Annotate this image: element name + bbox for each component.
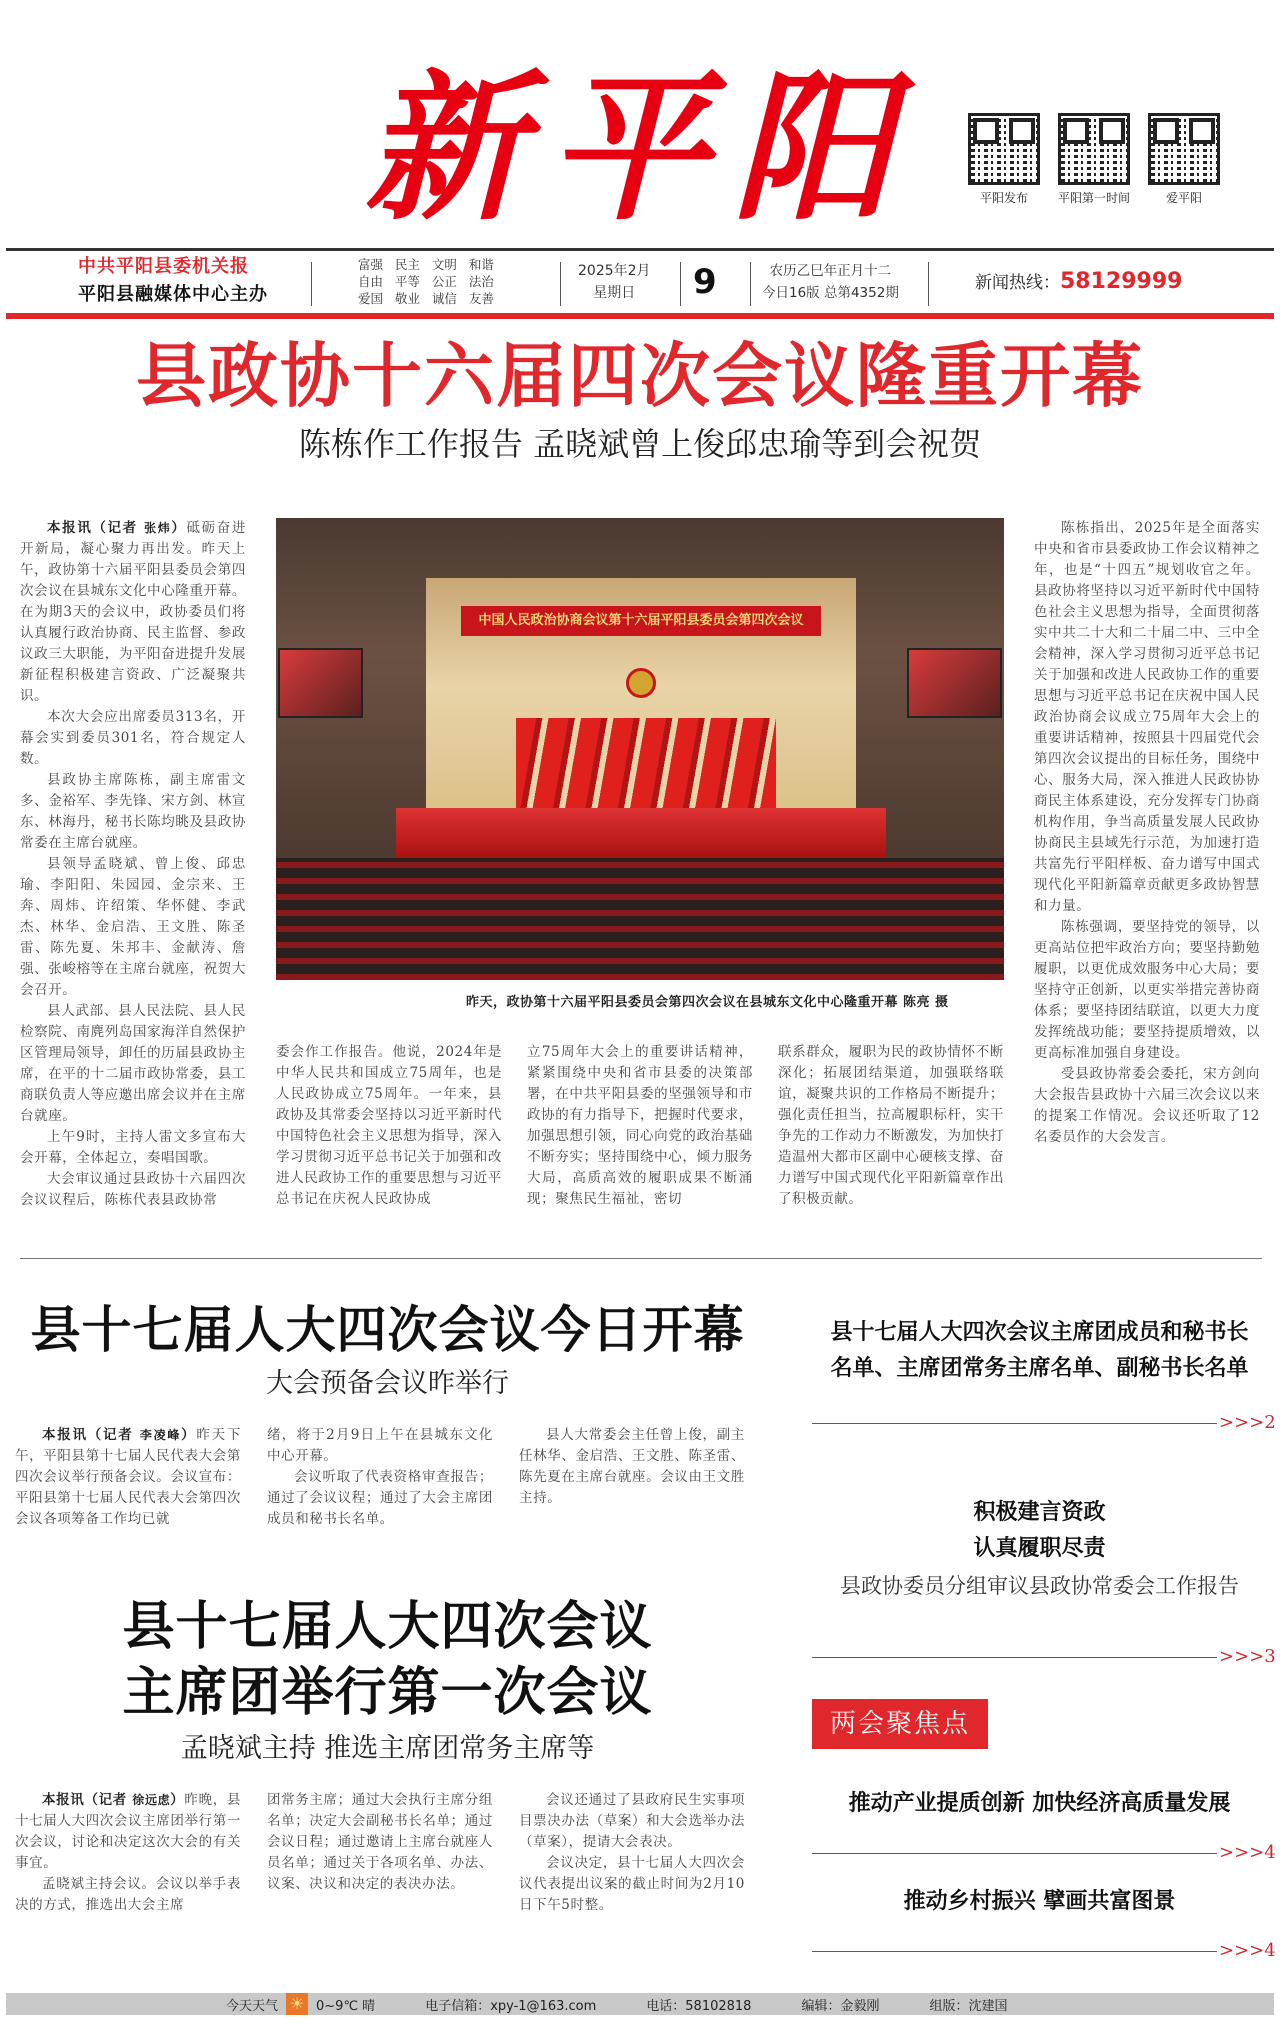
qr-label: 平阳发布 xyxy=(979,191,1028,205)
sidebar-title: 名单、主席团常务主席名单、副秘书长名单 xyxy=(830,1356,1249,1381)
value: 爱国 xyxy=(358,291,384,306)
story2-col3 xyxy=(519,1425,745,1530)
ref-line xyxy=(812,1657,1217,1658)
value: 公正 xyxy=(431,274,457,289)
publisher-info xyxy=(78,256,268,310)
paragraph: 委会作工作报告。他说，2024年是中华人民共和国成立75周年，也是人民政协成立75周年。一年来，县政协及其常委会坚持以习近平新时代中国特色社会主义思想为指导，深入学习贯彻习近平总书记关于加强和改进人民政协工作的重要思想与习近平总书记在庆祝人民政协成 xyxy=(276,1044,502,1207)
value: 和谐 xyxy=(468,257,494,272)
value: 法治 xyxy=(468,274,494,289)
story3-headline-line1[interactable]: 县十七届人大四次会议 xyxy=(122,1597,653,1657)
ref-line xyxy=(812,1853,1217,1854)
lead-left-column xyxy=(20,518,246,1211)
value: 文明 xyxy=(431,257,457,272)
separator xyxy=(928,262,929,306)
story3-body xyxy=(15,1790,760,1916)
paragraph: 大会审议通过县政协十六届四次会议议程后，陈栋代表县政协常 xyxy=(20,1171,246,1208)
page-ref-link[interactable]: >>>2 xyxy=(1219,1412,1276,1433)
value: 平等 xyxy=(394,274,420,289)
edition-info xyxy=(762,256,899,310)
byline: 本报讯（记者 xyxy=(42,1792,133,1808)
story3-col2 xyxy=(267,1790,493,1916)
ref-line xyxy=(812,1951,1217,1952)
story2-subheadline: 大会预备会议昨举行 xyxy=(266,1368,509,1399)
value: 民主 xyxy=(394,257,420,272)
reporter: 徐远虑 xyxy=(132,1793,171,1807)
editor: 编辑：金毅刚 xyxy=(801,1998,880,2014)
paragraph: 团常务主席；通过大会执行主席分组名单；决定大会副秘书长名单；通过会议日程；通过邀请上主席台就座人员名单；通过关于各项名单、办法、议案、决议和决定的表决办法。 xyxy=(267,1792,493,1892)
sidebar-title: 积极建言资政 xyxy=(973,1500,1106,1525)
qr-code-icon xyxy=(1058,113,1130,185)
lead-continued-col2 xyxy=(527,1042,753,1210)
paragraph: 砥砺奋进开新局，凝心聚力再出发。昨天上午，政协第十六届平阳县委员会第四次会议在县城东文化中心隆重开幕。在为期3天的会议中，政协委员们将认真履行政治协商、民主监督、参政议政三大职能，为平阳奋进提升发展新征程积极建言资政、广泛凝聚共识。 xyxy=(20,520,247,704)
phone: 电话：58102818 xyxy=(646,1998,752,2014)
ref-line xyxy=(812,1423,1217,1424)
rostrum xyxy=(396,808,886,858)
sidebar xyxy=(812,1259,1276,1963)
byline: 本报讯（记者 xyxy=(42,1427,140,1443)
ref-row xyxy=(812,1939,1276,1963)
sidebar-item-presidium-list[interactable] xyxy=(812,1315,1267,1387)
byline: 本报讯（记者 xyxy=(47,520,145,536)
paragraph: 受县政协常委会委托，宋方剑向大会报告县政协十六届三次会议以来的提案工作情况。会议还听取了12名委员作的大会发言。 xyxy=(1034,1066,1260,1145)
core-values xyxy=(358,256,494,310)
paragraph: 陈栋指出，2025年是全面落实中央和省市县委政协工作会议精神之年，也是“十四五”规划收官之年。县政协将坚持以习近平新时代中国特色社会主义思想为指导，全面贯彻落实中共二十大和二十届二中、三中全会精神，深入学习贯彻习近平总书记关于加强和改进人民政协工作的重要思想与习近平总书记在庆祝中国人民政治协商会议成立75周年大会上的重要讲话精神，按照县十四届党代会第四次会议提出的目标任务，围绕中心、服务大局，深入推进人民政协协商民主体系建设，充分发挥专门协商机构作用，争当高质量发展人民政协协商民主县域先行示范，为加速打造共富先行平阳样板、奋力谱写中国式现代化平阳新篇章贡献更多政协智慧和力量。 xyxy=(1034,520,1260,914)
ref-row xyxy=(812,1645,1276,1669)
edition: 今日16版 总第4352期 xyxy=(762,285,899,301)
qr-code-pingyang-release[interactable] xyxy=(968,113,1040,206)
page-ref-link[interactable]: >>>4 xyxy=(1219,1842,1276,1863)
layout-editor: 组版：沈建国 xyxy=(929,1998,1008,2014)
sidebar-title: 认真履职尽责 xyxy=(973,1536,1106,1561)
flags xyxy=(516,718,776,808)
footer-bar xyxy=(6,1993,1274,2015)
lead-continued-col3 xyxy=(778,1042,1004,1210)
paragraph: 上午9时，主持人雷文多宣布大会开幕，全体起立，奏唱国歌。 xyxy=(20,1129,246,1166)
value: 敬业 xyxy=(394,291,420,306)
qr-code-love-pingyang[interactable] xyxy=(1148,113,1220,206)
sidebar-item-industry[interactable]: 推动产业提质创新 加快经济高质量发展 xyxy=(848,1791,1231,1816)
lead-middle xyxy=(276,518,1004,1210)
sidebar-subtitle: 县政协委员分组审议县政协常委会工作报告 xyxy=(840,1574,1239,1598)
story2-headline[interactable]: 县十七届人大四次会议今日开幕 xyxy=(30,1301,745,1359)
separator xyxy=(750,262,751,306)
hotline xyxy=(975,268,1182,297)
reporter: 张炜 xyxy=(144,521,172,535)
weather: 0~9℃ 晴 xyxy=(316,1998,376,2014)
story2-col1 xyxy=(15,1425,241,1530)
masthead-logo: 新平阳 xyxy=(363,54,916,230)
paragraph: 立75周年大会上的重要讲话精神，紧紧围绕中央和省市县委的决策部署，在中共平阳县委的坚强领导和市政协的有力指导下，把握时代要求，加强思想引领，同心向党的政治基础不断夯实；坚持围绕中心，倾力服务大局，高质高效的履职成果不断涌现；聚焦民生福祉，密切 xyxy=(527,1044,753,1207)
byline: ） xyxy=(171,520,187,536)
lunar-date: 农历乙巳年正月十二 xyxy=(769,263,892,279)
day-number: 9 xyxy=(693,262,717,302)
screen-right xyxy=(907,648,1002,718)
tag-wrap xyxy=(812,1699,1267,1749)
screen-left xyxy=(278,648,363,718)
date-block xyxy=(578,256,651,310)
qr-code-icon xyxy=(1148,113,1220,185)
org-line1: 中共平阳县委机关报 xyxy=(78,256,249,277)
paragraph: 县人武部、县人民法院、县人民检察院、南麂列岛国家海洋自然保护区管理局领导，卸任的历届县政协主席，在平的十二届市政协常委，县工商联负责人等应邀出席会议并在主席台就座。 xyxy=(20,1003,246,1124)
emblem-icon xyxy=(626,668,656,698)
value: 富强 xyxy=(358,257,384,272)
ref-row xyxy=(812,1411,1276,1435)
stage-banner: 中国人民政治协商会议第十六届平阳县委员会第四次会议 xyxy=(461,606,821,636)
qr-code-pingyang-first[interactable] xyxy=(1058,113,1130,206)
lead-continued-col1 xyxy=(276,1042,502,1210)
photo-caption: 昨天，政协第十六届平阳县委员会第四次会议在县城东文化中心隆重开幕 陈亮 摄 xyxy=(466,995,949,1010)
lead-headline[interactable]: 县政协十六届四次会议隆重开幕 xyxy=(136,335,1144,417)
value: 诚信 xyxy=(431,291,457,306)
qr-label: 平阳第一时间 xyxy=(1058,191,1131,205)
lower-stories xyxy=(15,1259,760,1916)
paragraph: 本次大会应出席委员313名，开幕会实到委员301名，符合规定人数。 xyxy=(20,709,246,767)
qr-label: 爱平阳 xyxy=(1166,191,1203,205)
org-line2: 平阳县融媒体中心主办 xyxy=(78,284,268,305)
qr-code-icon xyxy=(968,113,1040,185)
date: 2025年2月 xyxy=(578,263,651,279)
weekday: 星期日 xyxy=(593,285,636,301)
lead-story-body xyxy=(0,518,1280,1218)
sidebar-item-cppcc-review[interactable] xyxy=(812,1495,1267,1601)
separator xyxy=(560,262,561,306)
paragraph: 昨天下午，平阳县第十七届人民代表大会第四次会议举行预备会议。会议宣布：平阳县第十七届人民代表大会第四次会议各项筹备工作均已就 xyxy=(15,1427,241,1527)
separator xyxy=(680,262,681,306)
audience xyxy=(276,858,1004,980)
paragraph: 联系群众，履职为民的政协情怀不断深化；拓展团结渠道，加强联络联谊，凝聚共识的工作格局不断提升；强化责任担当，拉高履职标杆，实干争先的工作动力不断激发，为加快打造温州大都市区副中心硬核支撑、奋力谱写中国式现代化平阳新篇章作出了积极贡献。 xyxy=(778,1044,1004,1207)
story2-body xyxy=(15,1425,760,1530)
page-ref-link[interactable]: >>>3 xyxy=(1219,1646,1276,1667)
sidebar-item-rural[interactable]: 推动乡村振兴 擘画共富图景 xyxy=(903,1889,1176,1914)
value: 友善 xyxy=(468,291,494,306)
separator xyxy=(311,262,312,306)
lead-continued xyxy=(276,1042,1004,1210)
story3-col1 xyxy=(15,1790,241,1916)
paragraph: 绪，将于2月9日上午在县城东文化中心开幕。 xyxy=(267,1427,493,1464)
qr-codes xyxy=(968,113,1220,206)
story3-col3 xyxy=(519,1790,745,1916)
paragraph: 县政协主席陈栋，副主席雷文多、金裕军、李先锋、宋方剑、林宣东、林海丹，秘书长陈均眺及县政协常委在主席台就座。 xyxy=(20,772,246,851)
story3-headline-line2[interactable]: 主席团举行第一次会议 xyxy=(122,1663,653,1723)
lead-subheadline: 陈栋作工作报告 孟晓斌曾上俊邱忠瑜等到会祝贺 xyxy=(298,425,982,463)
paragraph: 县人大常委会主任曾上俊，副主任林华、金启浩、王文胜、陈圣雷、陈先夏在主席台就座。会议由王文胜主持。 xyxy=(519,1427,745,1506)
email[interactable]: 电子信箱：xpy-1@163.com xyxy=(425,1998,597,2014)
ref-row xyxy=(812,1841,1276,1865)
section-tag: 两会聚焦点 xyxy=(812,1699,988,1749)
lead-right-column xyxy=(1034,518,1260,1148)
hotline-number[interactable]: 58129999 xyxy=(1060,269,1183,294)
page-ref-link[interactable]: >>>4 xyxy=(1219,1940,1276,1961)
paragraph: 会议决定，县十七届人大四次会议代表提出议案的截止时间为2月10日下午5时整。 xyxy=(519,1855,745,1913)
byline: ） xyxy=(181,1427,197,1443)
hotline-label: 新闻热线： xyxy=(975,273,1060,293)
weather-label: 今天天气 xyxy=(226,1998,279,2014)
sidebar-title: 县十七届人大四次会议主席团成员和秘书长 xyxy=(830,1320,1249,1345)
paragraph: 会议听取了代表资格审查报告；通过了会议议程；通过了大会主席团成员和秘书长名单。 xyxy=(267,1469,493,1527)
story3-subheadline: 孟晓斌主持 推选主席团常务主席等 xyxy=(180,1733,595,1764)
page-content xyxy=(0,330,1280,2015)
paragraph: 会议还通过了县政府民生实事项目票决办法（草案）和大会选举办法（草案），提请大会表决。 xyxy=(519,1792,745,1850)
lower-section xyxy=(0,1259,1280,1993)
value: 自由 xyxy=(358,274,384,289)
lead-photo[interactable] xyxy=(276,518,1004,980)
paragraph: 县领导孟晓斌、曾上俊、邱忠瑜、李阳阳、朱园园、金宗来、王奔、周炜、许绍策、华怀健、李武杰、林华、金启浩、王文胜、陈圣雷、陈先夏、朱邦丰、金献涛、詹强、张峻榕等在主席台就座，祝贺大会召开。 xyxy=(20,856,246,998)
header-red-bar xyxy=(6,313,1274,319)
byline: ） xyxy=(170,1792,185,1808)
story2-col2 xyxy=(267,1425,493,1530)
sunny-icon: ☀ xyxy=(286,1993,308,2015)
paragraph: 孟晓斌主持会议。会议以举手表决的方式，推选出大会主席 xyxy=(15,1876,241,1913)
paragraph: 陈栋强调，要坚持党的领导，以更高站位把牢政治方向；要坚持勤勉履职，以更优成效服务中心大局；要坚持守正创新，以更实举措完善协商体系；要坚持团结联谊，以更大力度发挥统战功能；要坚持提质增效，以更高标准加强自身建设。 xyxy=(1034,919,1260,1061)
header-rule xyxy=(6,248,1274,251)
reporter: 李凌峰 xyxy=(139,1428,182,1442)
paragraph: 昨晚，县十七届人大四次会议主席团举行第一次会议，讨论和决定这次大会的有关事宜。 xyxy=(15,1792,241,1871)
